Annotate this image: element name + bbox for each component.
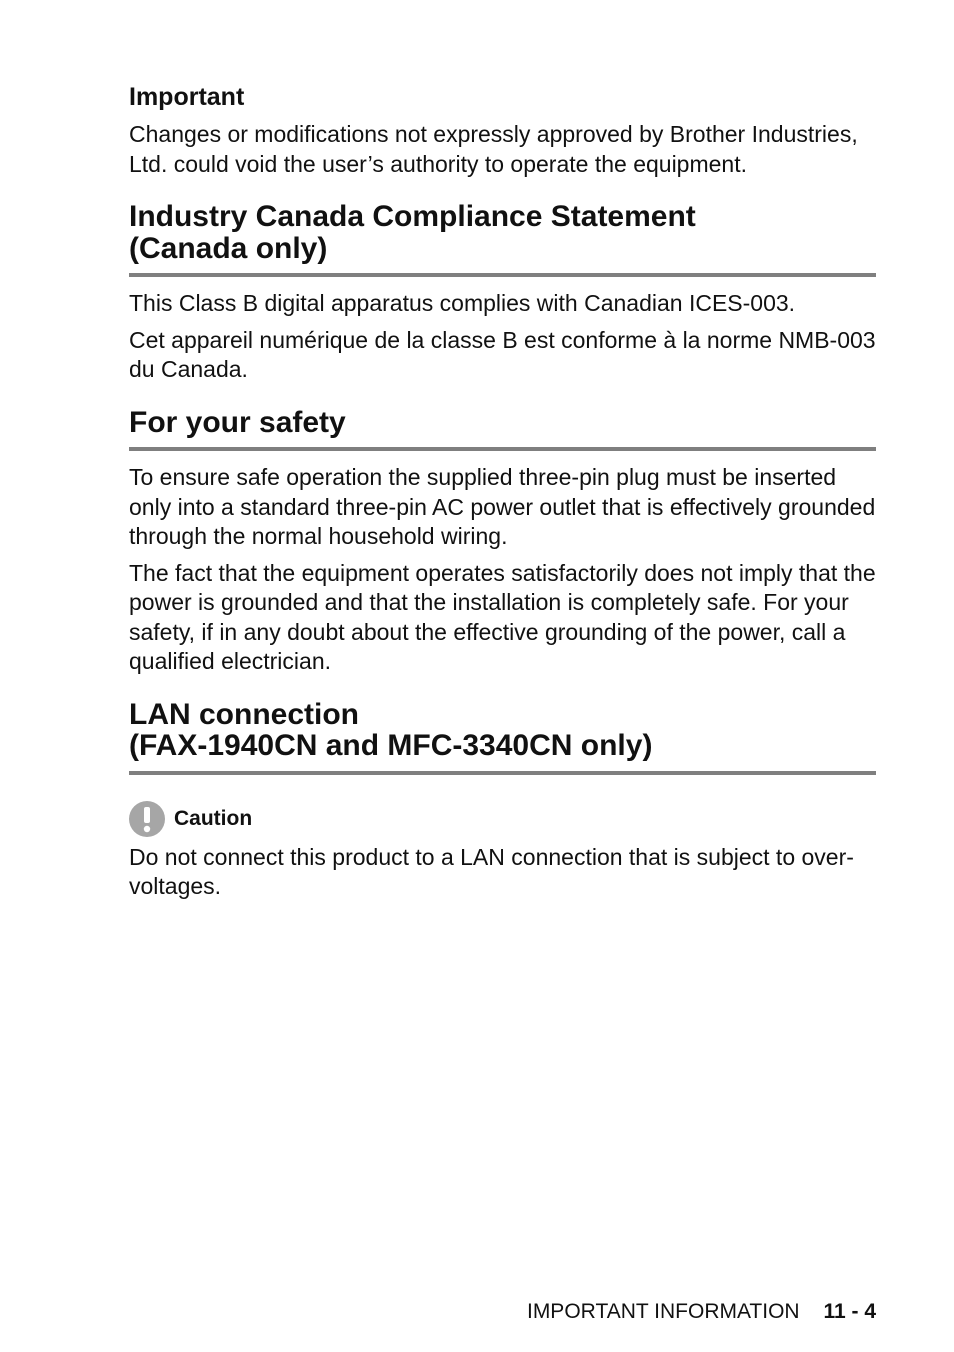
heading-line-2: (FAX-1940CN and MFC-3340CN only): [129, 729, 653, 762]
footer-page-number: 11 - 4: [823, 1300, 876, 1323]
caution-callout: [129, 801, 876, 837]
important-note: [129, 82, 876, 179]
section-canada-compliance: [129, 201, 876, 385]
page-footer: [527, 1299, 876, 1325]
caution-text: Do not connect this product to a LAN connection that is subject to over-voltages.: [129, 843, 854, 899]
section-body-safety: [129, 451, 876, 677]
heading-line-1: LAN connection: [129, 697, 359, 731]
section-heading-safety: For your safety: [129, 407, 876, 452]
document-page: [129, 82, 876, 909]
safety-paragraph-1: To ensure safe operation the supplied three-pin plug must be inserted only into a standard three-pin AC power outlet that is effectively grounded through the normal household wiring.: [129, 464, 876, 549]
important-title: Important: [129, 83, 245, 111]
section-lan-connection: [129, 699, 876, 902]
caution-label: Caution: [174, 806, 253, 830]
exclamation-icon: [129, 801, 165, 837]
section-heading-canada: [129, 201, 876, 277]
section-body-canada: [129, 277, 876, 385]
canada-paragraph-english: This Class B digital apparatus complies with Canadian ICES-003.: [129, 290, 796, 316]
canada-paragraph-french: Cet appareil numérique de la classe B est conforme à la norme NMB-003 du Canada.: [129, 326, 876, 382]
section-safety: [129, 407, 876, 677]
important-text: Changes or modifications not expressly approved by Brother Industries, Ltd. could void the user’s authority to operate the equipment.: [129, 121, 858, 177]
footer-chapter-title: IMPORTANT INFORMATION: [526, 1300, 800, 1323]
heading-line-2: (Canada only): [129, 231, 328, 265]
safety-paragraph-2: The fact that the equipment operates satisfactorily does not imply that the power is grounded and that the installation is completely safe. For your safety, if in any doubt about the effective grounding of the power, call a qualified electrician.: [129, 559, 876, 674]
section-heading-lan: [129, 699, 876, 775]
heading-line-1: Industry Canada Compliance Statement: [129, 200, 696, 233]
